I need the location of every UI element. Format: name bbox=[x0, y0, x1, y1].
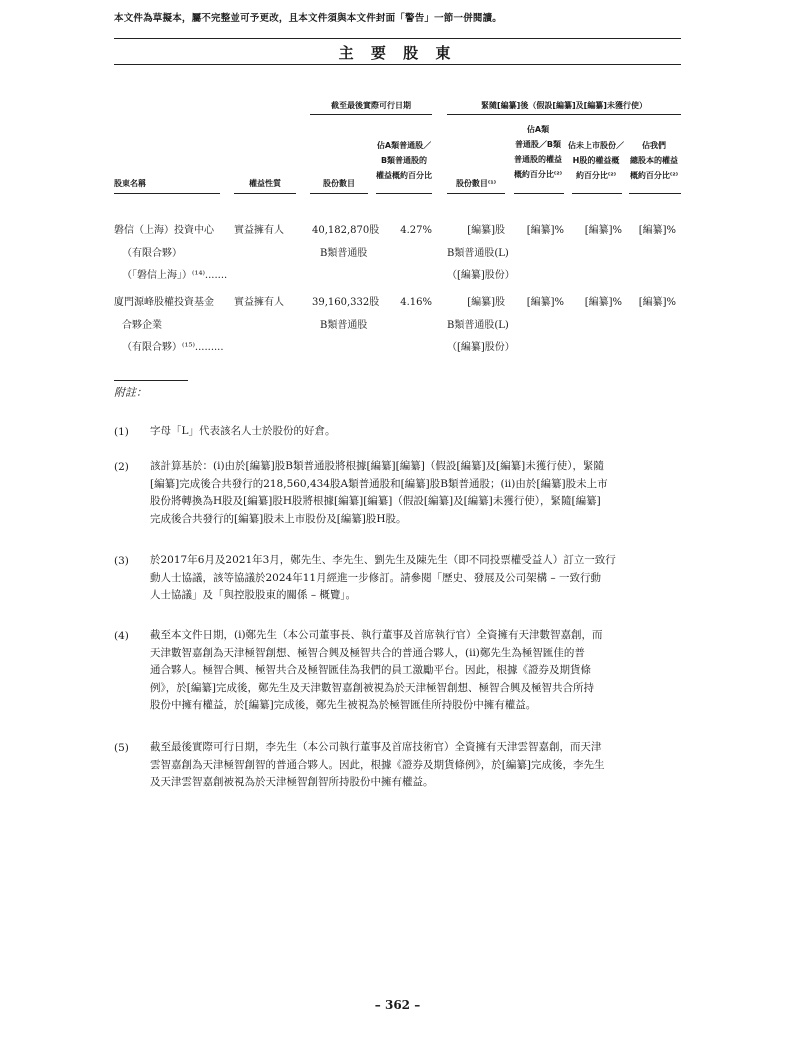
row-shares-line: 39,160,332股 bbox=[312, 297, 380, 308]
row-total-pct: [編纂]% bbox=[638, 225, 676, 236]
note-line: 股份將轉換為H股及[編纂]股H股將根據[編纂][編纂]（假設[編纂]及[編纂]未獲行使），緊隨[編纂] bbox=[150, 495, 601, 507]
row-shares-line: B類普通股 bbox=[320, 247, 368, 259]
col-header-pct1-line3: 權益概約百分比 bbox=[376, 171, 432, 180]
col-header-total-line1: 佔我們 bbox=[642, 141, 666, 150]
row-h-pct: [編纂]% bbox=[584, 297, 622, 308]
row-nature: 實益擁有人 bbox=[234, 297, 284, 308]
col-rule-total bbox=[629, 193, 681, 194]
title-rule bbox=[114, 64, 681, 65]
row-name-line: （「磐信上海」）⁽¹⁴⁾....... bbox=[122, 270, 228, 281]
page-title: 主 要 股 東 bbox=[338, 44, 457, 62]
row-pct-before: 4.16% bbox=[400, 297, 432, 308]
note-line: 截至最後實際可行日期，李先生（本公司執行董事及首席技術官）全資擁有天津雲智嘉創，而天津 bbox=[150, 741, 602, 753]
note-line: [編纂]完成後合共發行的218,560,434股A類普通股和[編纂]股B類普通股；(ii)由於[編纂]股未上市 bbox=[150, 477, 608, 490]
row-name-line: 廈門源峰股權投資基金 bbox=[114, 297, 214, 308]
col-header-total-line3: 概約百分比⁽²⁾ bbox=[629, 171, 679, 180]
col-header-name: 股東名稱 bbox=[114, 179, 146, 188]
col-header-shares1: 股份數目 bbox=[323, 179, 355, 188]
row-name-line: 磐信（上海）投資中心 bbox=[114, 225, 214, 236]
note-number: (5) bbox=[114, 742, 129, 754]
table-row-name bbox=[114, 220, 227, 288]
row-after-line: B類普通股(L) bbox=[447, 247, 509, 259]
note-number: (1) bbox=[114, 426, 129, 438]
row-pct-before: 4.27% bbox=[400, 225, 432, 236]
col-header-a-line2: 普通股／B類 bbox=[514, 140, 562, 149]
col-header-h-line3: 約百分比⁽²⁾ bbox=[575, 171, 617, 180]
col-rule-shares2 bbox=[447, 193, 505, 194]
note-line: 動人士協議，該等協議於2024年11月經進一步修訂。請參閱「歷史、發展及公司架構 – 一致行動 bbox=[150, 571, 602, 584]
note-number: (4) bbox=[114, 630, 129, 642]
row-shares-before bbox=[312, 292, 379, 337]
top-rule bbox=[114, 38, 681, 39]
row-after-line: （[編纂]股份） bbox=[447, 342, 515, 353]
row-nature: 實益擁有人 bbox=[234, 225, 284, 236]
group-rule-latest bbox=[310, 114, 432, 115]
notes-rule bbox=[114, 380, 188, 381]
row-name-line: 合夥企業 bbox=[122, 319, 162, 331]
notes-label: 附註： bbox=[114, 386, 147, 399]
note-line: 例》，於[編纂]完成後，鄭先生及天津數智嘉創被視為於天津極智創想、極智合興及極智共合所持 bbox=[150, 681, 594, 694]
note-line: 雲智嘉創為天津極智創智的普通合夥人。因此，根據《證券及期貨條例》，於[編纂]完成後，李先生 bbox=[150, 758, 605, 771]
page-number: – 362 – bbox=[374, 998, 421, 1012]
col-header-shares2: 股份數目⁽¹⁾ bbox=[455, 179, 497, 188]
row-after-line: [編纂]股 bbox=[467, 297, 505, 308]
note-line: 人士協議」及「與控股股東的關係 – 概覽」。 bbox=[150, 589, 357, 601]
col-header-a-line1: 佔A類 bbox=[526, 125, 550, 134]
col-header-h-line2: H股的權益概 bbox=[572, 156, 620, 165]
table-row-name bbox=[114, 292, 224, 360]
row-name-line: （有限合夥） bbox=[122, 247, 182, 259]
row-shares-before bbox=[312, 220, 379, 265]
col-header-pct1-line2: B類普通股的 bbox=[380, 156, 428, 165]
row-name-line: （有限合夥）⁽¹⁵⁾......... bbox=[122, 342, 224, 353]
col-header-total-line2: 總股本的權益 bbox=[630, 156, 678, 165]
note-line: 通合夥人。極智合興、極智共合及極智匯佳為我們的員工激勵平台。因此，根據《證券及期貨條 bbox=[150, 664, 591, 676]
row-after-line: [編纂]股 bbox=[467, 225, 505, 236]
note-text bbox=[150, 458, 682, 528]
col-header-total bbox=[627, 138, 681, 183]
row-a-pct: [編纂]% bbox=[526, 297, 564, 308]
col-header-pct1 bbox=[376, 138, 432, 183]
note-line: 於2017年6月及2021年3月，鄭先生、李先生、劉先生及陳先生（即不同投票權受益人）訂立一致行 bbox=[150, 554, 616, 566]
col-rule-pct1 bbox=[376, 193, 432, 194]
row-total-pct: [編纂]% bbox=[638, 297, 676, 308]
draft-warning-banner: 本文件為草擬本，屬不完整並可予更改，且本文件須與本文件封面「警告」一節一併閱讀。 bbox=[114, 13, 503, 24]
col-header-a-line3: 普通股的權益 bbox=[514, 155, 562, 164]
col-header-pct1-line1: 佔A類普通股／ bbox=[376, 141, 432, 150]
col-header-nature: 權益性質 bbox=[249, 179, 281, 188]
note-line: 股份中擁有權益，於[編纂]完成後，鄭先生被視為於極智匯佳所持股份中擁有權益。 bbox=[150, 699, 537, 711]
col-header-a-line4: 概約百分比⁽²⁾ bbox=[513, 170, 563, 179]
note-line: 完成後合共發行的[編纂]股未上市股份及[編纂]股H股。 bbox=[150, 512, 407, 525]
note-line: 及天津雲智嘉創被視為於天津極智創智所持股份中擁有權益。 bbox=[150, 776, 434, 788]
col-rule-name bbox=[114, 193, 220, 194]
row-after-line: （[編纂]股份） bbox=[447, 270, 515, 281]
row-h-pct: [編纂]% bbox=[584, 225, 622, 236]
col-rule-nature bbox=[234, 193, 296, 194]
row-shares-after bbox=[447, 292, 515, 360]
col-header-h-share bbox=[568, 138, 624, 183]
row-shares-after bbox=[447, 220, 515, 288]
note-text bbox=[150, 423, 682, 441]
row-a-pct: [編纂]% bbox=[526, 225, 564, 236]
group-header-after: 緊隨[編纂]後（假設[編纂]及[編纂]未獲行使） bbox=[481, 101, 647, 110]
row-after-line: B類普通股(L) bbox=[447, 319, 509, 331]
row-shares-line: B類普通股 bbox=[320, 319, 368, 331]
group-header-latest: 截至最後實際可行日期 bbox=[331, 101, 411, 110]
group-rule-after bbox=[447, 114, 681, 115]
note-line: 天津數智嘉創為天津極智創想、極智合興及極智共合的普通合夥人，(ii)鄭先生為極智匯佳的普 bbox=[150, 646, 585, 659]
note-number: (3) bbox=[114, 555, 129, 567]
note-line: 字母「L」代表該名人士於股份的好倉。 bbox=[150, 425, 336, 437]
col-header-a-class bbox=[512, 122, 564, 182]
note-text bbox=[150, 552, 682, 605]
col-rule-shares1 bbox=[310, 193, 368, 194]
note-line: 該計算基於：(i)由於[編纂]股B類普通股將根據[編纂][編纂]（假設[編纂]及[編纂]未獲行使），緊隨 bbox=[150, 460, 604, 472]
row-shares-line: 40,182,870股 bbox=[312, 225, 380, 236]
col-header-h-line1: 佔未上市股份／ bbox=[568, 141, 624, 150]
note-text bbox=[150, 739, 682, 792]
col-rule-a-class bbox=[514, 193, 564, 194]
note-text bbox=[150, 627, 682, 715]
note-line: 截至本文件日期，(i)鄭先生（本公司董事長、執行董事及首席執行官）全資擁有天津數智嘉創，而 bbox=[150, 629, 603, 641]
note-number: (2) bbox=[114, 461, 129, 473]
col-rule-h-share bbox=[572, 193, 622, 194]
